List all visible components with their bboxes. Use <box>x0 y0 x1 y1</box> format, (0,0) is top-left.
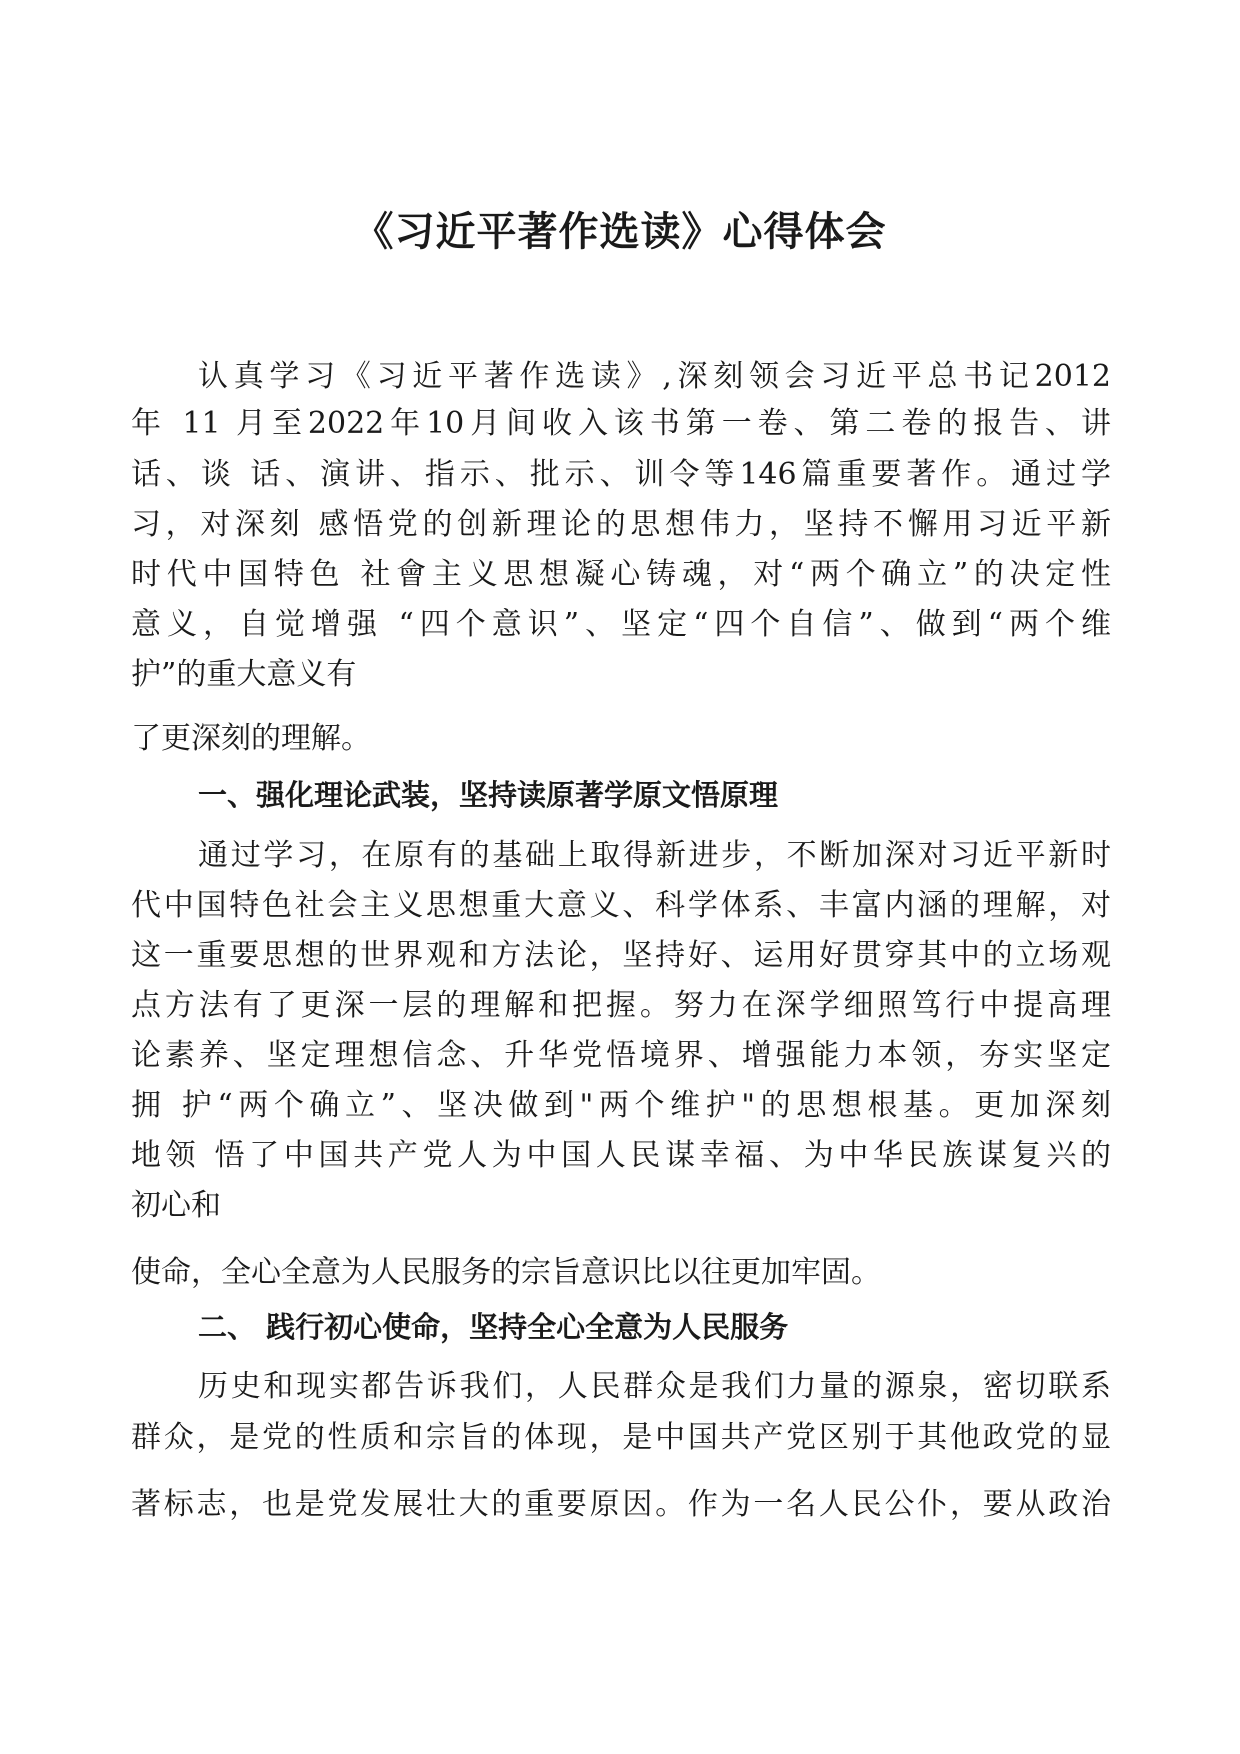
paragraph-line: 群众，是党的性质和宗旨的体现，是中国共产党区别于其他政党的显 <box>131 1420 1111 1455</box>
paragraph-line: 通过学习，在原有的基础上取得新进步，不断加深对习近平新时 <box>198 838 1111 873</box>
paragraph-line: 护”的重大意义有 <box>131 657 357 692</box>
paragraph-line: 地领 悟了中国共产党人为中国人民谋幸福、为中华民族谋复兴的 <box>131 1138 1111 1173</box>
paragraph-line: 意义，自觉增强 “四个意识”、坚定“四个自信”、做到“两个维 <box>131 607 1111 642</box>
paragraph-line: 这一重要思想的世界观和方法论，坚持好、运用好贯穿其中的立场观 <box>131 938 1111 973</box>
section-heading-2: 二、 践行初心使命，坚持全心全意为人民服务 <box>198 1310 789 1344</box>
paragraph-line: 了更深刻的理解。 <box>131 721 371 756</box>
paragraph-line: 初心和 <box>131 1188 221 1223</box>
paragraph-line: 时代中国特色 社會主义思想凝心铸魂，对“两个确立”的决定性 <box>131 557 1111 592</box>
paragraph-line: 拥 护“两个确立”、坚决做到"两个维护"的思想根基。更加深刻 <box>131 1088 1111 1123</box>
paragraph-line: 论素养、坚定理想信念、升华党悟境界、增强能力本领，夯实坚定 <box>131 1038 1111 1073</box>
paragraph-line: 年 11 月至2022年10月间收入该书第一卷、第二卷的报告、讲 <box>131 406 1111 441</box>
paragraph-line: 话、谈 话、演讲、指示、批示、训令等146篇重要著作。通过学 <box>131 457 1111 492</box>
paragraph-line: 历史和现实都告诉我们，人民群众是我们力量的源泉，密切联系 <box>198 1369 1111 1404</box>
paragraph-line: 著标志，也是党发展壮大的重要原因。作为一名人民公仆，要从政治 <box>131 1487 1111 1522</box>
document-title: 《习近平著作选读》心得体会 <box>353 209 887 255</box>
section-heading-1: 一、强化理论武装，坚持读原著学原文悟原理 <box>198 778 779 812</box>
paragraph-line: 代中国特色社会主义思想重大意义、科学体系、丰富内涵的理解，对 <box>131 888 1111 923</box>
paragraph-line: 点方法有了更深一层的理解和把握。努力在深学细照笃行中提高理 <box>131 988 1111 1023</box>
paragraph-line: 习，对深刻 感悟党的创新理论的思想伟力，坚持不懈用习近平新 <box>131 507 1111 542</box>
paragraph-line: 使命，全心全意为人民服务的宗旨意识比以往更加牢固。 <box>131 1255 881 1290</box>
paragraph-line: 认真学习《习近平著作选读》,深刻领会习近平总书记2012 <box>198 359 1111 394</box>
